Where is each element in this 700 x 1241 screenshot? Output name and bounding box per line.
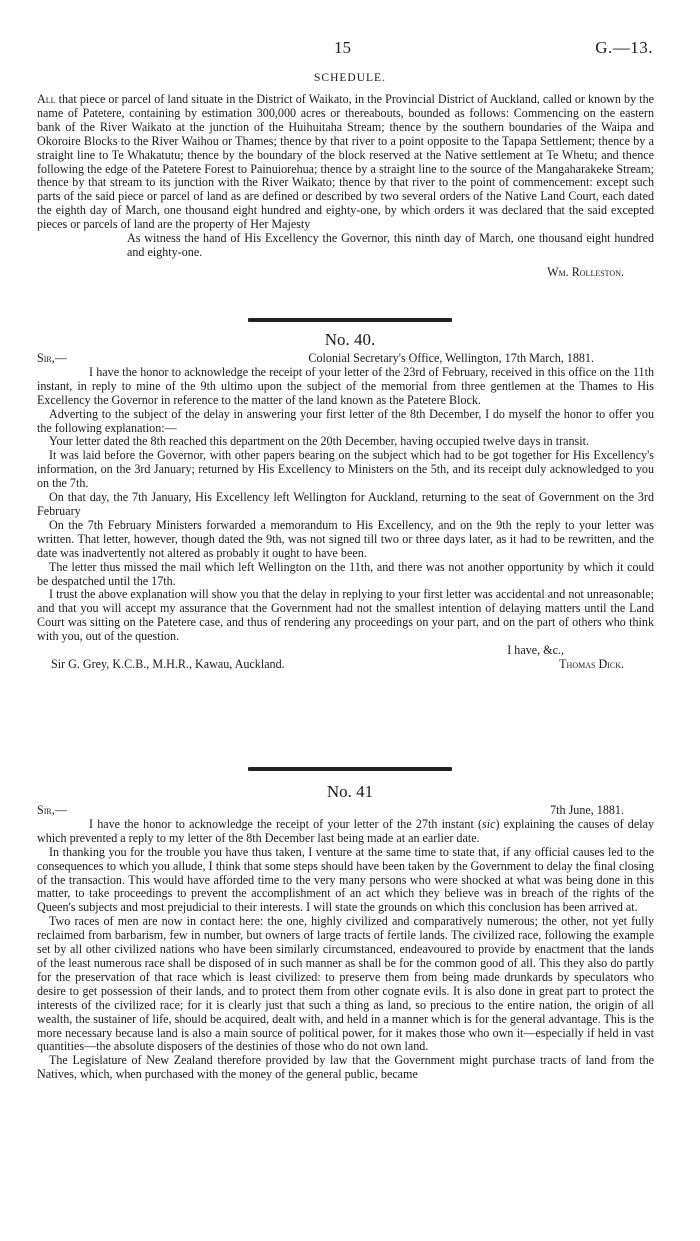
section-divider bbox=[248, 318, 452, 322]
letter-41-date: 7th June, 1881. bbox=[550, 803, 624, 817]
letter-41-paragraph: The Legislature of New Zealand therefore provided by law that the Government might purchase tracts of land from the Natives, which, when purchased with the money of the general public, became bbox=[37, 1053, 654, 1082]
letter-41-paragraph: Two races of men are now in contact here: the one, highly civilized and comparatively numerous; the other, not yet fully reclaimed from barbarism, few in number, but owners of large tracts of fertile lands. The civilized race, following the example set by all other civilized nations who have been similarly circumstanced, endeavoured to provide by enactment that the lands of the least numerous race shall be disposed of in such manner as shall be for the common good of all. This they also do partly for the preservation of that race which is least civilized: to preserve them from being made drunkards by speculators who desire to get possession of their lands, and to protect them from other cognate evils. It is also done in great part to protect the interests of the civilized race; for it is clearly just that such a thing as land, so precious to the entire nation, the origin of all wealth, the sustainer of life, should be acquired, dealt with, and held in a manner which is for the general advantage. This is the more necessary because land is also a main source of political power, for it makes those who own it—especially if held in vast quantities—the absolute disposers of the destinies of those who do not own land. bbox=[37, 914, 654, 1054]
section-divider bbox=[248, 767, 452, 771]
letter-40-paragraph: The letter thus missed the mail which left Wellington on the 11th, and there was not another opportunity by which it could be despatched until the 17th. bbox=[37, 559, 654, 588]
schedule-text: that piece or parcel of land situate in the District of Waikato, in the Provincial District of Auckland, called or known by the name of Patetere, containing by estimation 300,000 acres or thereabouts, bounded as follows: Commencing on the eastern bank of the River Waikato at the junction of the Huihuitaha Stream; thence by the southern boundaries of the Waipa and Okoroire Blocks to the River Waihou or Thames; thence by that river to a point opposite to the Tapapa Settlement; thence by a straight line to Te Whakatutu; thence by the boundary of the block reserved at the Native settlement at Te Whetu; and thence following the edge of the Patetere Forest to Painuiorehua; thence by a straight line to the source of the Mangaharakeke Stream; thence by that stream to its junction with the River Waikato; thence by that river to the point of commencement: except such parts of the said piece or parcel of land as are defined or described by two several orders of the Native Land Court, each dated the eighth day of March, one thousand eight hundred and eighty-one, by which orders it was declared that the said excepted pieces or parcels of land are the property of Her Majesty bbox=[37, 92, 654, 232]
letter-40-paragraph: I trust the above explanation will show you that the delay in replying to your first letter was accidental and not unreasonable; and that you will accept my assurance that the Government had not the smallest intention of delaying matters until the Land Court was sitting on the Patetere case, and thus of rendering any proceedings on your part, and on the part of others who think with you, out of the question. bbox=[37, 587, 654, 644]
letter-40-heading: No. 40. bbox=[324, 330, 376, 349]
letter-40-closing: I have, &c., bbox=[507, 643, 564, 658]
page-header bbox=[0, 38, 700, 62]
letter-40-paragraph: On that day, the 7th January, His Excellency left Wellington for Auckland, returning to the seat of Government on the 3rd February bbox=[37, 490, 654, 518]
schedule-section bbox=[37, 93, 654, 280]
letter-41-p1-text: I have the honor to acknowledge the receipt of your letter of the 27th instant ( bbox=[89, 816, 483, 831]
letter-40-signature: Thomas Dick. bbox=[559, 656, 624, 671]
letter-41-heading: No. 41 bbox=[326, 782, 374, 801]
letter-40-paragraph: I have the honor to acknowledge the receipt of your letter of the 23rd of February, received in this office on the 11th instant, in reply to mine of the 9th ultimo upon the subject of the memorial from three gentlemen at the Thames to His Excellency the Governor in reference to the matter of the land known as the Patetere Block. bbox=[37, 364, 654, 407]
letter-40 bbox=[37, 352, 654, 672]
letter-40-paragraph: Adverting to the subject of the delay in answering your first letter of the 8th December, I do myself the honor to offer you the following explanation:— bbox=[37, 406, 654, 435]
letter-40-salutation-row bbox=[37, 352, 654, 366]
schedule-witness: As witness the hand of His Excellency the Governor, this ninth day of March, one thousand eight hundred and eighty-one. bbox=[127, 231, 654, 259]
schedule-body bbox=[37, 93, 654, 232]
letter-41-paragraph bbox=[37, 818, 654, 846]
letter-41-salutation: Sir,— bbox=[37, 803, 67, 817]
letter-40-paragraph: On the 7th February Ministers forwarded a memorandum to His Excellency, and on the 9th the reply to your letter was written. That letter, however, though dated the 9th, was not signed till two or three days later, as it had to be rewritten, and the date was inadvertently not altered as probably it ought to have been. bbox=[37, 517, 654, 560]
letter-41-salutation-row bbox=[37, 804, 654, 818]
schedule-title: SCHEDULE. bbox=[314, 72, 386, 84]
letter-41 bbox=[37, 804, 654, 1082]
letter-41-p1-text: ) explaining the causes of delay which prevented a reply to my letter of the 8th December last being made at an earlier date. bbox=[37, 816, 654, 845]
letter-40-paragraph: It was laid before the Governor, with other papers bearing on the subject which had to be got together for His Excellency's information, on the 3rd January; returned by His Excellency to Ministers on the 5th, and its receipt duly acknowledged to you on the 7th. bbox=[37, 448, 654, 491]
letter-41-sic: sic bbox=[482, 816, 496, 831]
letter-40-addressee: Sir G. Grey, K.C.B., M.H.R., Kawau, Auckland. bbox=[51, 656, 285, 671]
letter-40-location-date: Colonial Secretary's Office, Wellington, 17th March, 1881. bbox=[308, 351, 594, 365]
letter-40-paragraph: Your letter dated the 8th reached this department on the 20th December, having occupied twelve days in transit. bbox=[49, 434, 589, 449]
schedule-signature: Wm. Rolleston. bbox=[547, 264, 624, 279]
letter-40-footer-row bbox=[37, 658, 654, 672]
document-reference: G.—13. bbox=[595, 38, 653, 57]
letter-41-paragraph: In thanking you for the trouble you have thus taken, I venture at the same time to state that, if any official causes led to the consequences to which you allude, I think that some steps should have been taken by the Government to delay the final closing of the transaction. This would have afforded time to the very many persons who were shocked at what was being done in this matter, to take proceedings to prevent the accomplishment of an act which they believe was in breach of the rights of the Queen's subjects and most prejudicial to their interests. I will state the grounds on which this conclusion has been arrived at. bbox=[37, 844, 654, 915]
letter-40-salutation: Sir,— bbox=[37, 351, 67, 365]
page-number: 15 bbox=[334, 38, 351, 57]
schedule-lead-word: All bbox=[37, 92, 56, 106]
